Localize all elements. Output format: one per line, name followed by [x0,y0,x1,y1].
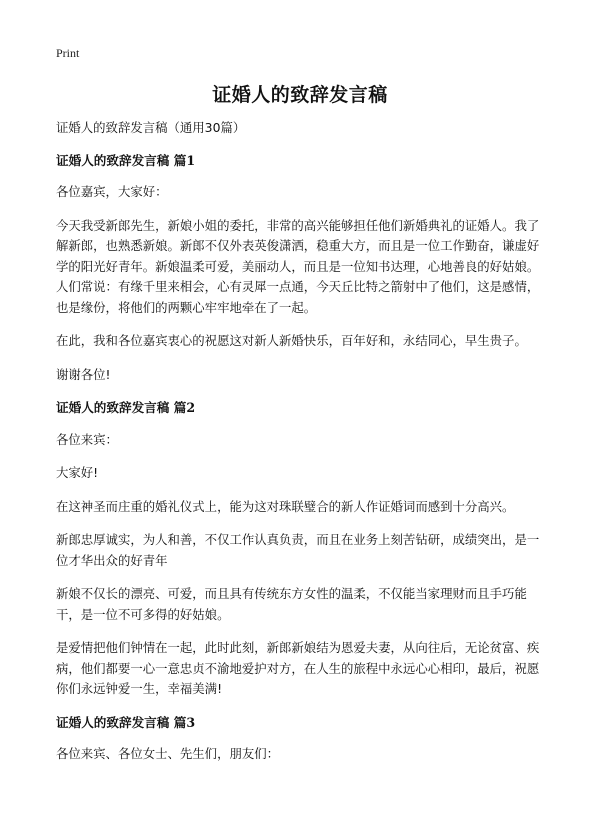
paragraph: 各位嘉宾，大家好： [56,184,168,199]
section-3 [56,713,548,765]
paragraph: 新娘不仅长的漂亮、可爱，而且具有传统东方女性的温柔，不仅能当家理财而且手巧能干，是一位不可多得的好姑娘。 [56,586,527,622]
paragraph: 在这神圣而庄重的婚礼仪式上，能为这对珠联璧合的新人作证婚词而感到十分高兴。 [56,498,515,514]
document-subtitle: 证婚人的致辞发言稿（通用30篇） [56,120,246,135]
section-heading: 证婚人的致辞发言稿 篇2 [56,400,196,415]
section-heading: 证婚人的致辞发言稿 篇3 [56,714,196,730]
print-label[interactable]: Print [56,46,80,60]
section-2 [56,398,548,700]
section-1 [56,151,548,386]
paragraph: 今天我受新郎先生，新娘小姐的委托，非常的高兴能够担任他们新婚典礼的证婚人。我了解新郎，也熟悉新娘。新郎不仅外表英俊潇洒，稳重大方，而且是一位工作勤奋，谦虚好学的阳光好青年。新娘温柔可爱，美丽动人，而且是一位知书达理，心地善良的好姑娘。人们常说：有缘千里来相会，心有灵犀一点通，今天丘比特之箭射中了他们，这是感情，也是缘份，将他们的两颗心牢牢地牵在了一起。 [56,217,540,315]
section-heading: 证婚人的致辞发言稿 篇1 [56,152,196,168]
page-title: 证婚人的致辞发言稿 [212,84,388,106]
paragraph: 各位来宾、各位女士、先生们，朋友们： [56,746,280,761]
paragraph: 在此，我和各位嘉宾衷心的祝愿这对新人新婚快乐，百年好和，永结同心，早生贵子。 [56,333,527,348]
paragraph: 大家好! [56,465,99,480]
paragraph: 是爱情把他们钟情在一起，此时此刻，新郎新娘结为恩爱夫妻，从向往后，无论贫富、疾病，他们都要一心一意忠贞不渝地爱护对方，在人生的旅程中永远心心相印，最后，祝愿你们永远钟爱一生，幸福美满! [56,640,540,696]
paragraph: 谢谢各位! [56,366,111,382]
paragraph: 各位来宾： [56,431,118,447]
paragraph: 新郎忠厚诚实，为人和善，不仅工作认真负责，而且在业务上刻苦钻研，成绩突出，是一位才华出众的好青年 [56,532,540,568]
document-body [56,118,548,778]
